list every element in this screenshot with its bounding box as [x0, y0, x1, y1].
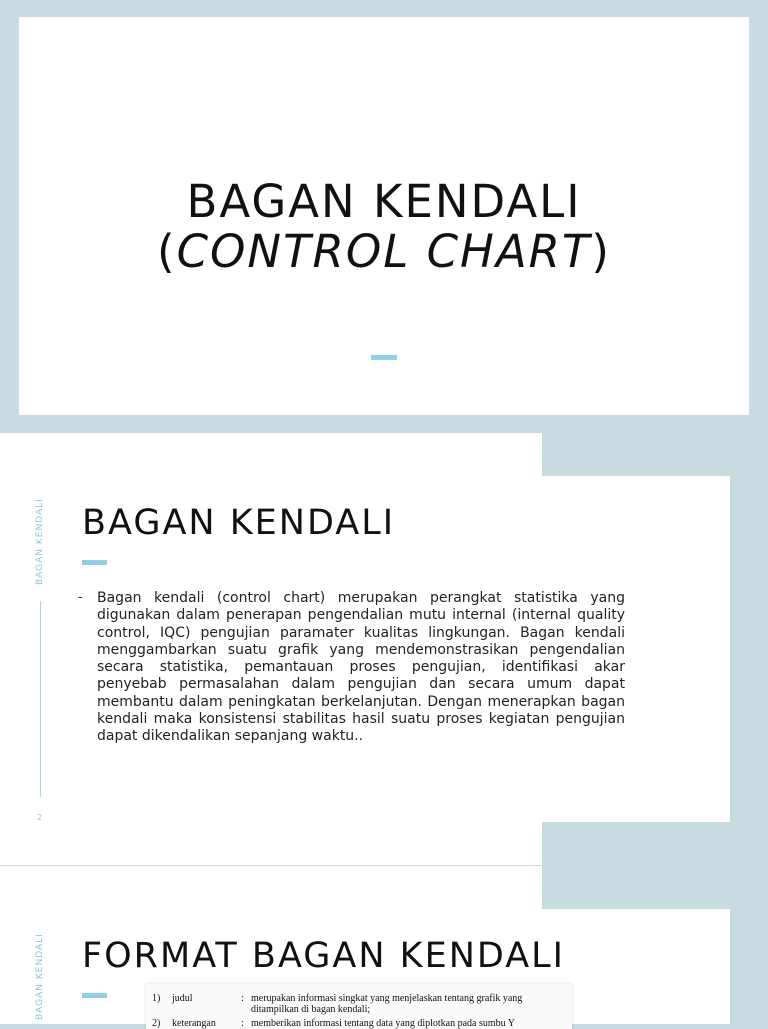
- heading-accent-bar: [82, 993, 107, 998]
- body-paragraph: Bagan kendali (control chart) merupakan perangkat statistika yang digunakan dalam penerapan pengendalian mutu internal (internal quality control, IQC) pengujian paramater kualitas lingkungan. Bagan kendali menggambarkan suatu grafik yang mendemonstrasikan pengendalian secara statistika, pemantauan proses pengujian, identifikasi akar penyebab permasalahan dalam pengujian dan secara umum dapat membantu dalam peningkatan berkelanjutan. Dengan menerapkan bagan kendali maka konsistensi stabilitas hasil suatu proses kegiatan pengujian dapat dikendalikan sepanjang waktu..: [97, 590, 625, 745]
- side-divider: [40, 601, 41, 797]
- title-italic: CONTROL CHART: [176, 225, 592, 278]
- title-line-1: BAGAN KENDALI: [186, 175, 582, 228]
- slide-title: [19, 177, 749, 277]
- title-slide: [19, 17, 749, 415]
- title-paren-open: (: [157, 225, 177, 278]
- format-table: [146, 984, 572, 1029]
- title-line-2: [19, 227, 749, 277]
- side-label: BAGAN KENDALI: [35, 933, 45, 1020]
- row-number: 1): [152, 993, 161, 1004]
- row-label: keterangan: [172, 1018, 216, 1029]
- heading-accent-bar: [82, 560, 107, 565]
- title-accent-bar: [371, 355, 397, 360]
- section-heading: FORMAT BAGAN KENDALI: [82, 936, 565, 976]
- row-label: judul: [172, 993, 193, 1004]
- side-label: BAGAN KENDALI: [35, 498, 45, 585]
- row-number: 2): [152, 1018, 161, 1029]
- section-heading: BAGAN KENDALI: [82, 503, 396, 543]
- row-colon: :: [241, 993, 244, 1004]
- row-colon: :: [241, 1018, 244, 1029]
- row-description: merupakan informasi singkat yang menjelaskan tentang grafik yang ditampilkan di bagan kendali;: [251, 993, 523, 1015]
- row-description: memberikan informasi tentang data yang diplotkan pada sumbu Y: [251, 1018, 516, 1029]
- bullet-marker: -: [78, 590, 83, 605]
- page-number: 2: [37, 813, 43, 822]
- title-paren-close: ): [591, 225, 611, 278]
